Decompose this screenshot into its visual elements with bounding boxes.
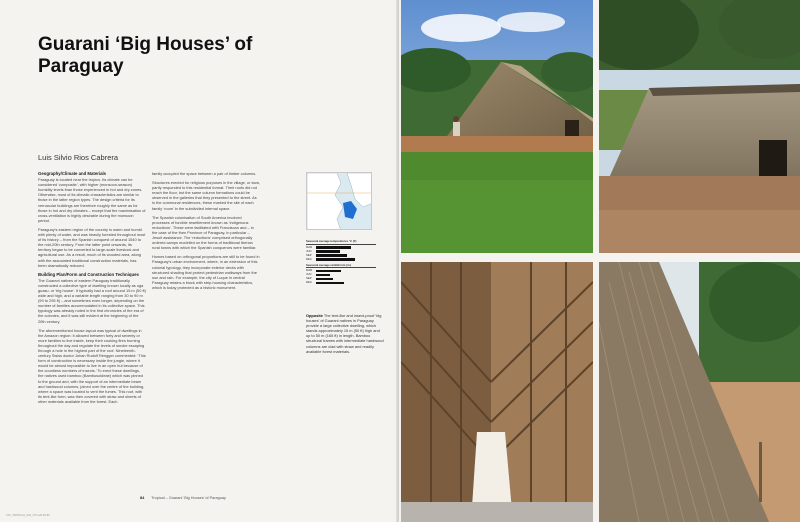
caption-lead: Opposite — [306, 313, 323, 318]
section-heading: Building Plan/Form and Construction Techniques — [38, 271, 139, 277]
thatched-house-side-photo — [599, 0, 800, 253]
legend-row: SEP — [306, 254, 376, 258]
legend-row: MAR — [306, 269, 376, 273]
text-column-2 — [152, 171, 260, 294]
temperature-bar — [316, 246, 351, 248]
legend-row: JUN — [306, 273, 376, 277]
author-name: Luis Silvio Rios Cabrera — [38, 153, 119, 162]
running-head: Tropical – Guarani ‘Big Houses’ of Paraguay — [151, 496, 226, 500]
page-number: 84 — [140, 496, 145, 500]
rainfall-legend-title: Seasonal average rainfall mm (in.) — [306, 264, 376, 269]
temperature-bar — [316, 250, 340, 252]
thatched-house-exterior-photo — [401, 0, 593, 253]
temperature-bar — [316, 258, 355, 260]
rainfall-bar — [316, 270, 341, 272]
roof-interior-structure-photo — [401, 262, 593, 522]
page-footer — [140, 496, 226, 500]
text-column-1 — [38, 171, 146, 408]
thatch-detail-photo — [599, 262, 800, 522]
left-page — [0, 0, 399, 522]
rainfall-bar — [316, 278, 333, 280]
body-paragraph: Paraguay’s eastern region of the country is warm and humid with plenty of water, and was heavily forested throughout most of its history – from the Spanish conquest of around 1540 to the mid-20th century. From the latter point onwards, its territory began to be converted to large-scale livestock and agricultural use. As a result, much of its wooded area, along with the associated traditional construction materials, has been dramatically reduced. — [38, 226, 146, 268]
print-slug: Chh_TROPICAL_004_173.indd 84-85 — [6, 514, 50, 517]
temperature-legend-title: Seasonal average temperatures °C (F) — [306, 240, 376, 245]
rainfall-bar — [316, 282, 344, 284]
location-map — [306, 172, 372, 230]
rainfall-bar — [316, 274, 330, 276]
legend-row: SEP — [306, 277, 376, 281]
body-paragraph: Structures erected for religious purposes in the village, or tava, partly responded to this residential format. Their roofs did not reach the floor, but the same column formations could be observed in the galleries that they presented to the street. As in the communal residences, these marked the site of each family ‘room’ in the subdivided internal space. — [152, 180, 260, 211]
legend-row: MAR — [306, 246, 376, 250]
body-paragraph: Paraguay is located near the tropics. Its climate can be considered ‘composite’, with higher (monsoon-season) humidity levels than those experienced in hot and dry zones. Otherwise, most of its climatic characteristics are similar to those in the latter region types. The design criteria for its vernacular buildings are therefore roughly the same as for those in hot and dry climates – except that the maximisation of cross-ventilation is highly desirable during the monsoon period. — [38, 177, 146, 223]
body-paragraph: Homes based on orthogonal proportions are still to be found in Paraguay’s urban environment, where, in an extension of this colonial typology, they incorporate exterior decks with structured shading that protect pedestrian walkways from the sun and rain. For example, the city of Luque in central Paraguay retains a block with strip-housing characteristics, which is today protected as a historic monument. — [152, 254, 260, 290]
body-paragraph: The aforementioned house layout was typical of dwellings in the Amazon region: it allowed between forty and seventy or more families to live inside, keep their cooking fires burning throughout the day and regulate the levels of smoke escaping through a hole in the highest part of the roof. Nineteenth-century Swiss doctor Johan Rudolf Rengger commented: ‘This form of construction is necessary inside the jungle, where it would be almost impossible to live in an open hut because of the countless numbers of insects.’ To erect these dwellings, the natives used bamboo (Bambusoideae) which was pinned to the ground and, with the support of an intermediate beam and hardwood columns, joined over the centre of the building, where a space was located to vent the fumes. This roof, with its tent-like form, was then covered with straw and sheets of other materials available from the forest. Each — [38, 327, 146, 404]
article-title: Guarani ‘Big Houses’ of Paraguay — [38, 34, 253, 77]
section-heading: Geography/Climate and Materials — [38, 171, 107, 176]
legend-row: DEC — [306, 281, 376, 285]
body-paragraph: family occupied the space between a pair of timber columns. — [152, 171, 257, 176]
photo-caption — [306, 313, 384, 354]
legend-row: JUN — [306, 250, 376, 254]
legend-row: DEC — [306, 258, 376, 262]
climate-legend — [306, 240, 376, 285]
caption-text: The tent-like and insect-proof ‘big houses’ of Guarani natives in Paraguay provide a large collective dwelling, which stands approximately 15 m (50 ft) high and up to 50 m (165 ft) in length. Bamboo structural frames with intermediate hardwood columns are clad with straw and readily available forest materials. — [306, 313, 384, 354]
body-paragraph: The Spanish colonisation of South America involved processes of forcible resettlement known as ‘indigenous reductions’. These were facilitated with Franciscan and – in the case of the then Province of Paraguay, in particular – Jesuit assistance. The ‘reductions’ comprised orthogonally ordered camps modelled on the forms of traditional Iberian rural towns with which the Spanish conquerors were familiar. — [152, 214, 257, 251]
temperature-bar — [316, 254, 347, 256]
body-paragraph: The Guarani natives of eastern Paraguay traditionally constructed a collective type of dwelling known locally as oga guasu, or ‘big house’. It typically had a roof around 15 m (50 ft) wide and high, and a variable length ranging from 30 to 90 m (99 to 295 ft) – and sometimes even longer, depending on the number of families accommodated in its collective space. This typology was already noted in the first chronicles of the era of the colonies, and it was still evident at the beginning of the 20th century. — [38, 277, 146, 324]
